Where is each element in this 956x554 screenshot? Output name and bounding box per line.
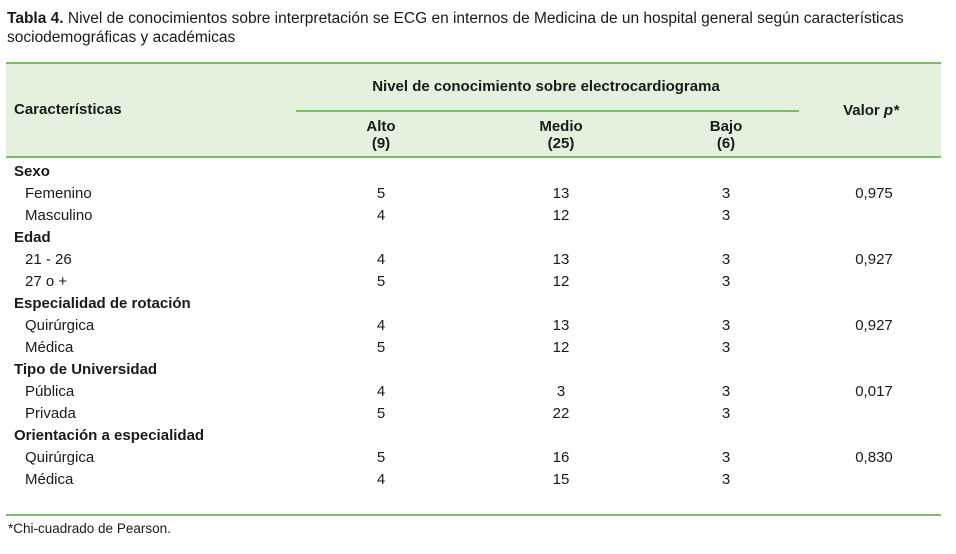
cell-medio: 12 [552,273,570,290]
group-label: Tipo de Universidad [14,361,158,378]
cell-bajo: 3 [721,471,731,488]
group-label: Orientación a especialidad [14,427,205,444]
header-valor-p [816,102,926,119]
table-row [6,249,941,271]
header-valor-label: Valor [843,102,884,119]
table-group-row [6,293,941,315]
cell-bajo: 3 [721,251,731,268]
cell-medio: 16 [552,449,570,466]
cell-alto: 4 [376,383,386,400]
table-group-row [6,425,941,447]
cell-medio: 3 [556,383,566,400]
cell-medio: 12 [552,207,570,224]
cell-alto: 5 [376,339,386,356]
table-row [6,183,941,205]
table-caption [7,9,947,47]
table-row [6,271,941,293]
table-footnote: *Chi-cuadrado de Pearson. [8,521,171,536]
cell-medio: 22 [552,405,570,422]
cell-bajo: 3 [721,273,731,290]
cell-alto: 4 [376,251,386,268]
data-table [6,62,941,515]
cell-alto: 5 [376,405,386,422]
row-label: Privada [25,405,76,422]
group-label: Edad [14,229,51,246]
cell-medio: 13 [552,317,570,334]
cell-alto: 4 [376,317,386,334]
header-caracteristicas: Características [14,101,122,118]
cell-bajo: 3 [721,317,731,334]
header-medio [501,118,621,152]
table-row [6,381,941,403]
row-label: 21 - 26 [25,251,72,268]
cell-bajo: 3 [721,207,731,224]
header-group-divider [296,110,799,112]
table-row [6,469,941,491]
row-label: Médica [25,339,74,356]
cell-medio: 13 [552,185,570,202]
table-group-row [6,359,941,381]
cell-bajo: 3 [721,383,731,400]
row-label: Médica [25,471,74,488]
header-alto-count: (9) [371,135,391,152]
cell-p-value: 0,017 [855,383,893,400]
row-label: Masculino [25,207,93,224]
cell-medio: 15 [552,471,570,488]
header-alto [321,118,441,152]
row-label: Pública [25,383,75,400]
caption-label: Tabla 4. [7,10,64,27]
header-bajo-label: Bajo [709,118,743,135]
table-row [6,315,941,337]
header-medio-label: Medio [539,118,583,135]
table-group-row [6,227,941,249]
row-label: Quirúrgica [25,317,95,334]
table-row [6,403,941,425]
cell-p-value: 0,927 [855,317,893,334]
cell-alto: 5 [376,273,386,290]
cell-bajo: 3 [721,405,731,422]
cell-alto: 4 [376,207,386,224]
cell-medio: 13 [552,251,570,268]
cell-bajo: 3 [721,449,731,466]
row-label: Femenino [25,185,92,202]
cell-alto: 5 [376,185,386,202]
group-label: Sexo [14,163,50,180]
table-bottom-rule [6,514,941,516]
table-row [6,205,941,227]
cell-alto: 5 [376,449,386,466]
header-bajo [666,118,786,152]
cell-bajo: 3 [721,339,731,356]
header-medio-count: (25) [547,135,575,152]
header-valor-p-symbol: p* [883,102,899,119]
table-body [6,161,941,491]
table-group-row [6,161,941,183]
cell-alto: 4 [376,471,386,488]
cell-p-value: 0,830 [855,449,893,466]
header-group-title: Nivel de conocimiento sobre electrocardiograma [372,78,720,95]
cell-bajo: 3 [721,185,731,202]
header-bajo-count: (6) [716,135,736,152]
row-label: Quirúrgica [25,449,95,466]
group-label: Especialidad de rotación [14,295,191,312]
table-row [6,337,941,359]
cell-medio: 12 [552,339,570,356]
table-row [6,447,941,469]
caption-text: Nivel de conocimientos sobre interpretación se ECG en internos de Medicina de un hospital general según características sociodemográficas y académicas [7,10,904,46]
row-label: 27 o + [25,273,68,290]
cell-p-value: 0,927 [855,251,893,268]
cell-p-value: 0,975 [855,185,893,202]
header-alto-label: Alto [366,118,396,135]
